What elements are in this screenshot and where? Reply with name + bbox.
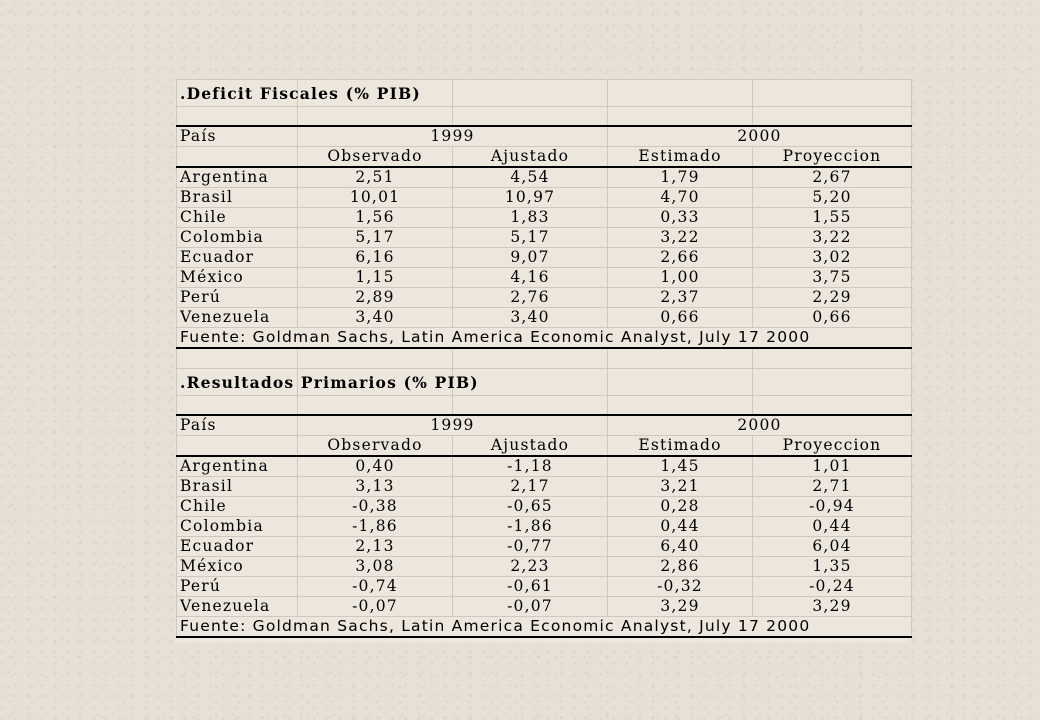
table1-title: .Deficit Fiscales (% PIB) — [177, 80, 298, 107]
table1-subheader-row — [177, 147, 912, 168]
country-cell: Venezuela — [177, 597, 298, 617]
value-cell: 0,28 — [608, 497, 753, 517]
value-cell: -1,18 — [453, 456, 608, 477]
value-cell: 3,02 — [753, 248, 912, 268]
table2-subheader-estimado: Estimado — [608, 436, 753, 457]
value-cell: -1,86 — [298, 517, 453, 537]
value-cell: 2,51 — [298, 167, 453, 188]
value-cell: 2,66 — [608, 248, 753, 268]
value-cell: -0,77 — [453, 537, 608, 557]
country-cell: Perú — [177, 577, 298, 597]
value-cell: 3,13 — [298, 477, 453, 497]
country-cell: Colombia — [177, 228, 298, 248]
value-cell: 3,21 — [608, 477, 753, 497]
value-cell: -0,94 — [753, 497, 912, 517]
table1-source-note: Fuente: Goldman Sachs, Latin America Economic Analyst, July 17 2000 — [177, 328, 912, 349]
value-cell: 5,20 — [753, 188, 912, 208]
table1-country-header: País — [177, 126, 298, 147]
value-cell: 2,67 — [753, 167, 912, 188]
value-cell: 4,16 — [453, 268, 608, 288]
value-cell: 3,40 — [298, 308, 453, 328]
value-cell: -0,38 — [298, 497, 453, 517]
value-cell: 2,86 — [608, 557, 753, 577]
country-cell: Chile — [177, 208, 298, 228]
country-cell: Brasil — [177, 477, 298, 497]
value-cell: 3,29 — [608, 597, 753, 617]
value-cell: 3,22 — [753, 228, 912, 248]
country-cell: Chile — [177, 497, 298, 517]
value-cell: -0,32 — [608, 577, 753, 597]
table1-source-row — [177, 328, 912, 349]
value-cell: -0,07 — [298, 597, 453, 617]
value-cell: 1,83 — [453, 208, 608, 228]
country-cell: México — [177, 268, 298, 288]
value-cell: 2,89 — [298, 288, 453, 308]
value-cell: 0,44 — [753, 517, 912, 537]
value-cell: 1,55 — [753, 208, 912, 228]
value-cell: 3,40 — [453, 308, 608, 328]
value-cell: 3,22 — [608, 228, 753, 248]
table1-subheader-observado: Observado — [298, 147, 453, 168]
table2-source-row — [177, 617, 912, 638]
value-cell: 2,23 — [453, 557, 608, 577]
country-cell: México — [177, 557, 298, 577]
country-cell: Argentina — [177, 167, 298, 188]
value-cell: 6,40 — [608, 537, 753, 557]
table2-title: .Resultados Primarios (% PIB) — [177, 369, 298, 396]
value-cell: 1,35 — [753, 557, 912, 577]
table1-subheader-proyeccion: Proyeccion — [753, 147, 912, 168]
table-row — [177, 517, 912, 537]
table1-year2-header: 2000 — [608, 126, 912, 147]
value-cell: -0,74 — [298, 577, 453, 597]
country-cell: Colombia — [177, 517, 298, 537]
table1-title-row — [177, 80, 912, 107]
table-row — [177, 228, 912, 248]
table-row — [177, 537, 912, 557]
value-cell: -0,24 — [753, 577, 912, 597]
value-cell: 2,37 — [608, 288, 753, 308]
value-cell: 5,17 — [298, 228, 453, 248]
value-cell: 2,71 — [753, 477, 912, 497]
table-row — [177, 456, 912, 477]
table2-year-header-row — [177, 415, 912, 436]
value-cell: 3,75 — [753, 268, 912, 288]
table-row — [177, 268, 912, 288]
value-cell: 2,13 — [298, 537, 453, 557]
table2-subheader-row — [177, 436, 912, 457]
table-row — [177, 288, 912, 308]
country-cell: Argentina — [177, 456, 298, 477]
value-cell: 2,29 — [753, 288, 912, 308]
value-cell: 5,17 — [453, 228, 608, 248]
country-cell: Venezuela — [177, 308, 298, 328]
value-cell: 6,04 — [753, 537, 912, 557]
country-cell: Ecuador — [177, 248, 298, 268]
value-cell: 4,70 — [608, 188, 753, 208]
value-cell: 1,00 — [608, 268, 753, 288]
table-row — [177, 577, 912, 597]
country-cell: Perú — [177, 288, 298, 308]
table-row — [177, 167, 912, 188]
value-cell: 4,54 — [453, 167, 608, 188]
value-cell: -0,65 — [453, 497, 608, 517]
table2-title-row — [177, 369, 912, 396]
value-cell: -0,07 — [453, 597, 608, 617]
value-cell: 0,66 — [608, 308, 753, 328]
value-cell: -1,86 — [453, 517, 608, 537]
value-cell: 2,17 — [453, 477, 608, 497]
value-cell: 1,79 — [608, 167, 753, 188]
value-cell: 10,01 — [298, 188, 453, 208]
spreadsheet-area — [176, 79, 911, 643]
value-cell: 1,56 — [298, 208, 453, 228]
value-cell: 9,07 — [453, 248, 608, 268]
table2-year2-header: 2000 — [608, 415, 912, 436]
country-cell: Ecuador — [177, 537, 298, 557]
table-row — [177, 248, 912, 268]
grid-body — [177, 80, 912, 638]
value-cell: 2,76 — [453, 288, 608, 308]
table2-country-header: País — [177, 415, 298, 436]
table-row — [177, 597, 912, 617]
table2-subheader-ajustado: Ajustado — [453, 436, 608, 457]
value-cell: 0,66 — [753, 308, 912, 328]
table1-year-header-row — [177, 126, 912, 147]
table1-subheader-ajustado: Ajustado — [453, 147, 608, 168]
table-row — [177, 557, 912, 577]
value-cell: 3,29 — [753, 597, 912, 617]
table1-spacer-row — [177, 107, 912, 127]
table1-year1-header: 1999 — [298, 126, 608, 147]
table2-source-note: Fuente: Goldman Sachs, Latin America Economic Analyst, July 17 2000 — [177, 617, 912, 638]
table-row — [177, 477, 912, 497]
table-row — [177, 308, 912, 328]
fiscal-tables-grid — [176, 79, 912, 638]
value-cell: 1,15 — [298, 268, 453, 288]
value-cell: 1,45 — [608, 456, 753, 477]
value-cell: 0,40 — [298, 456, 453, 477]
table-row — [177, 497, 912, 517]
value-cell: 0,44 — [608, 517, 753, 537]
value-cell: 1,01 — [753, 456, 912, 477]
table1-subheader-estimado: Estimado — [608, 147, 753, 168]
table2-spacer-row — [177, 396, 912, 416]
table2-gap-row — [177, 348, 912, 369]
value-cell: -0,61 — [453, 577, 608, 597]
table2-subheader-proyeccion: Proyeccion — [753, 436, 912, 457]
value-cell: 10,97 — [453, 188, 608, 208]
table-row — [177, 188, 912, 208]
value-cell: 3,08 — [298, 557, 453, 577]
table2-year1-header: 1999 — [298, 415, 608, 436]
country-cell: Brasil — [177, 188, 298, 208]
table2-subheader-observado: Observado — [298, 436, 453, 457]
value-cell: 0,33 — [608, 208, 753, 228]
value-cell: 6,16 — [298, 248, 453, 268]
table-row — [177, 208, 912, 228]
